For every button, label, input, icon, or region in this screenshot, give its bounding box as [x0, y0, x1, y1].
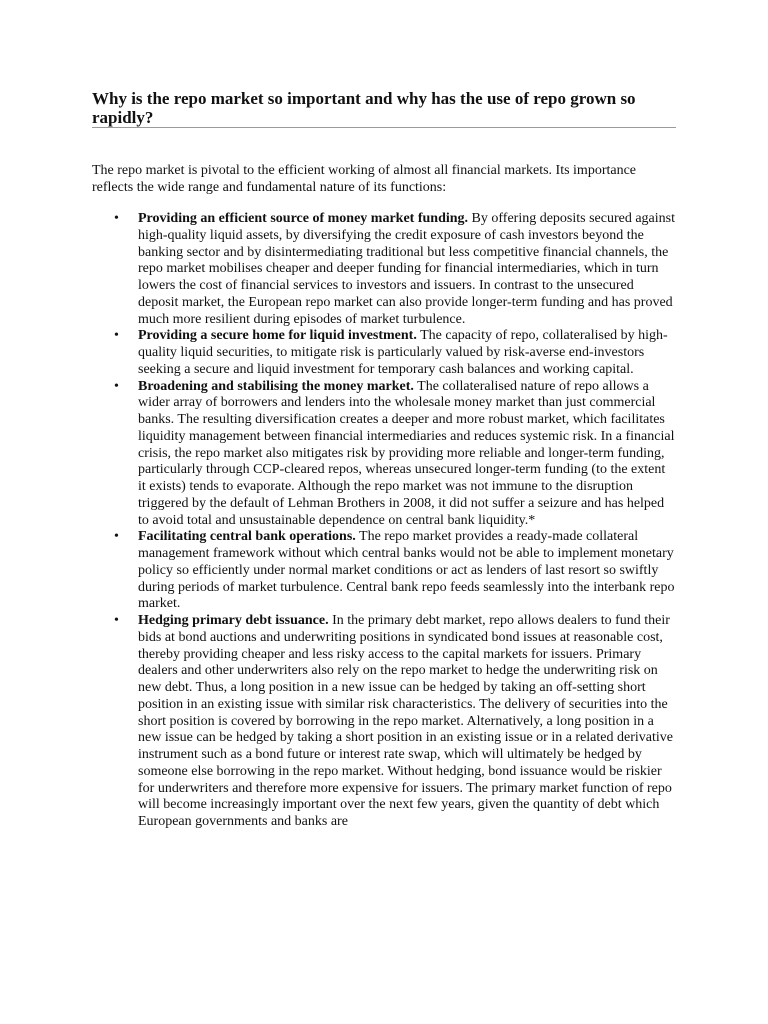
bullet-item-liquid-investment	[92, 328, 676, 378]
bullet-text	[138, 211, 676, 328]
bullet-title: Facilitating central bank operations.	[138, 529, 356, 545]
bullet-body: The repo market provides a ready-made collateral management framework without which central banks would not be able to implement monetary policy so efficiently under normal market conditions or act as lenders of last resort so swiftly during periods of market turbulence. Central bank repo feeds seamlessly into the interbank repo market.	[138, 529, 675, 612]
bullet-item-money-market-stability	[92, 379, 676, 530]
bullet-dot-icon: •	[114, 613, 119, 628]
bullet-dot-icon: •	[114, 378, 119, 394]
bullet-title: Hedging primary debt issuance.	[138, 613, 329, 628]
heading-divider	[92, 127, 676, 128]
bullet-dot-icon: •	[114, 529, 119, 545]
bullet-title: Providing an efficient source of money market funding.	[138, 211, 469, 226]
bullet-body: The collateralised nature of repo allows a wider array of borrowers and lenders into the wholesale money market than just commercial banks. The resulting diversification creates a deeper and more robust market, which facilitates liquidity management between financial intermediaries and reduces systemic risk. In a financial crisis, the repo market also mitigates risk by providing more reliable and longer-term funding, particularly through CCP-cleared repos, whereas unsecured longer-term funding (to the extent it exists) tends to evaporate. Although the repo market was not immune to the disruption triggered by the default of Lehman Brothers in 2008, it did not suffer a seizure and has helped to avoid total and unsustainable dependence on central bank liquidity.*	[138, 378, 675, 528]
bullet-dot-icon: •	[114, 328, 119, 344]
bullet-text	[138, 529, 676, 613]
bullet-item-primary-debt-issuance	[92, 613, 676, 831]
bullet-dot-icon: •	[114, 211, 119, 226]
bullet-list	[92, 211, 676, 831]
bullet-title: Providing a secure home for liquid investment.	[138, 328, 417, 344]
bullet-body: In the primary debt market, repo allows dealers to fund their bids at bond auctions and underwriting positions in syndicated bond issues at reasonable cost, thereby providing cheaper and less risky access to the capital markets for issuers. Primary dealers and other underwriters also rely on the repo market to hedge the underwriting risk on new debt. Thus, a long position in a new issue can be hedged by taking an off-setting short position in an existing issue with similar risk characteristics. The delivery of securities into the short position is covered by borrowing in the repo market. Alternatively, a long position in a new issue can be hedged by taking a short position in an existing issue or in a related derivative instrument such as a bond future or interest rate swap, which will ultimately be hedged by someone else borrowing in the repo market. Without hedging, bond issuance would be riskier for underwriters and therefore more expensive for issuers. The primary market function of repo will become increasingly important over the next few years, given the quantity of debt which European governments and banks are	[138, 613, 673, 829]
bullet-text	[138, 613, 676, 831]
bullet-text	[138, 379, 676, 530]
bullet-text	[138, 328, 676, 378]
document-heading: Why is the repo market so important and why has the use of repo grown so rapidly?	[92, 89, 636, 127]
bullet-body: The capacity of repo, collateralised by high-quality liquid securities, to mitigate risk is particularly valued by risk-averse end-investors seeking a secure and liquid investment for temporary cash balances and working capital.	[138, 328, 668, 377]
bullet-item-money-market-funding	[92, 211, 676, 328]
bullet-body: By offering deposits secured against high-quality liquid assets, by diversifying the credit exposure of cash investors beyond the banking sector and by disintermediating traditional but less competitive financial channels, the repo market mobilises cheaper and deeper funding for financial intermediaries, which in turn lowers the cost of financial services to investors and issuers. In contrast to the unsecured deposit market, the European repo market can also provide longer-term funding and has proved much more resilient during episodes of market turbulence.	[138, 211, 676, 327]
bullet-item-central-bank-operations	[92, 529, 676, 613]
intro-paragraph: The repo market is pivotal to the efficient working of almost all financial markets. Its importance reflects the wide range and fundamental nature of its functions:	[92, 163, 637, 195]
bullet-title: Broadening and stabilising the money market.	[138, 378, 414, 394]
